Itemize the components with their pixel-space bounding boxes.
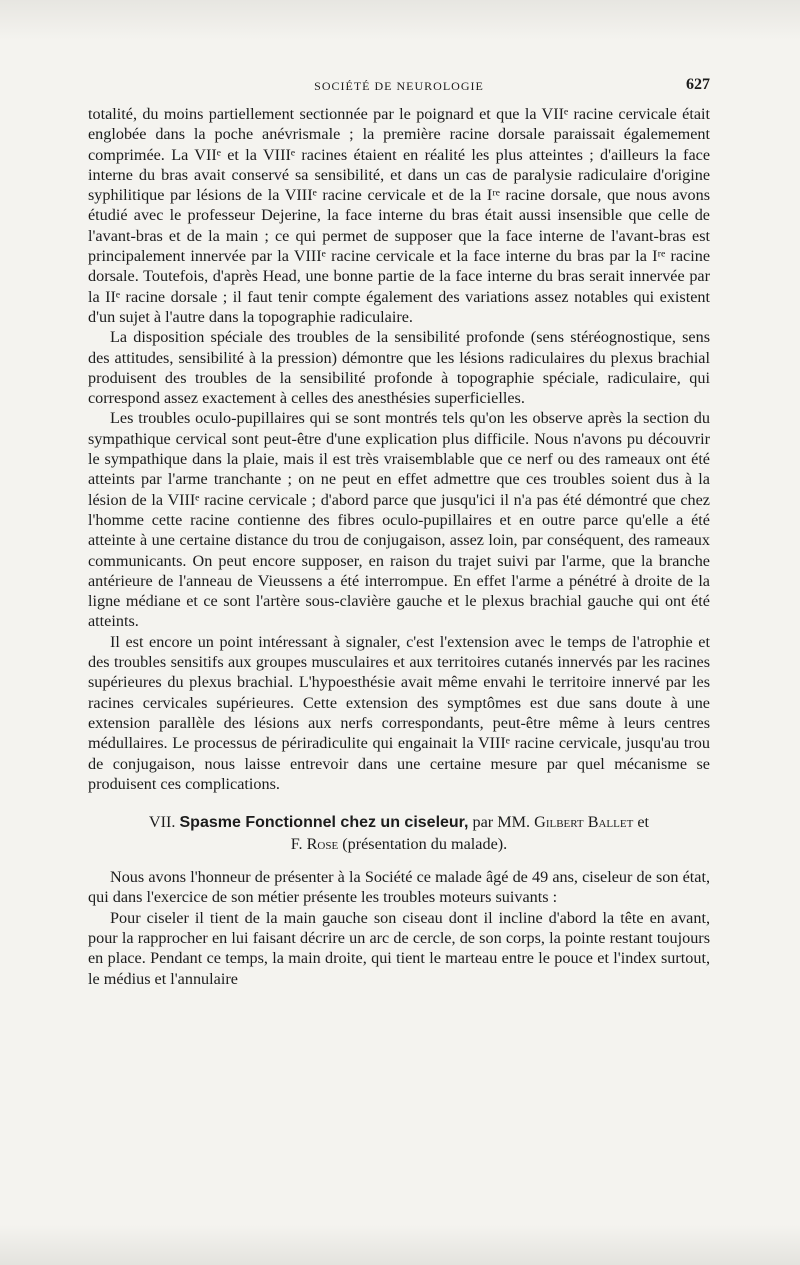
paragraph-1: totalité, du moins partiellement sectionnée par le poignard et que la VIIᵉ racine cervicale était englobée dans la poche anévrismale ; la première racine dorsale paraissait égalemement comprimée. La VIIᵉ et la VIIIᵉ racines étaient en réalité les plus atteintes ; d'ailleurs la face interne du bras avait conservé sa sensibilité, et dans un cas de paralysie radiculaire d'origine syphilitique par lésions de la VIIIᵉ racine cervicale et de la Iʳᵉ racine dorsale, que nous avons étudié avec le professeur Dejerine, la face interne du bras était aussi insensible que celle de l'avant-bras et de la main ; ce qui permet de supposer que la face interne de l'avant-bras est principalement innervée par la VIIIᵉ racine cervicale et la face interne du bras par la Iʳᵉ racine dorsale. Toutefois, d'après Head, une bonne partie de la face interne du bras serait innervée par la IIᵉ racine dorsale ; il faut tenir compte également des variations assez notables qui existent d'un sujet à l'autre dans la topographie radiculaire. xyxy=(88,105,710,326)
section-title: Spasme Fonctionnel chez un ciseleur, xyxy=(179,814,469,832)
paragraph-3: Les troubles oculo-pupillaires qui se sont montrés tels qu'on les observe après la section du sympathique cervical sont peut-être d'une explication plus difficile. Nous n'avons pu découvrir le sympathique dans la plaie, mais il est très vraisemblable que ce nerf ou des rameaux ont été atteints par l'arme tranchante ; on ne peut en effet admettre que ces troubles soient dus à la lésion de la VIIIᵉ racine cervicale ; d'abord parce que jusqu'ici il n'a pas été démontré que chez l'homme cette racine contienne des fibres oculo-pupillaires et en outre parce qu'elle a été atteinte à une certaine distance du trou de conjugaison, assez loin, par conséquent, des rameaux communicants. On peut encore supposer, en raison du trajet suivi par l'arme, que la branche antérieure de l'anneau de Vieussens a été interrompue. En effet l'arme a pénétré à droite de la ligne médiane et ce sont l'artère sous-clavière gauche et le plexus brachial gauche qui ont été atteints. xyxy=(88,409,710,631)
author-1: Gilbert Ballet xyxy=(534,813,634,832)
page-header xyxy=(88,76,710,96)
paragraph-5: Nous avons l'honneur de présenter à la Société ce malade âgé de 49 ans, ciseleur de son état, qui dans l'exercice de son métier présente les troubles moteurs suivants : xyxy=(88,868,710,907)
section-note: (présentation du malade). xyxy=(342,834,508,853)
author-2: Rose xyxy=(306,834,339,853)
paragraph-4: Il est encore un point intéressant à signaler, c'est l'extension avec le temps de l'atrophie et des troubles sensitifs aux groupes musculaires et aux territoires cutanés innervés par les racines supérieures du plexus brachial. L'hypoesthésie avait même envahi le territoire innervé par les racines cervicales supérieures. Cette extension des symptômes est due sans doute à une extension parallèle des lésions aux nerfs correspondants, peut-être même à leurs centres médullaires. Le processus de périradiculite qui engainait la VIIIᵉ racine cervicale, jusqu'au trou de conjugaison, nous laisse entrevoir dans une certaine mesure par quel mécanisme se produisent ces complications. xyxy=(88,632,710,793)
section-heading xyxy=(88,812,710,854)
section-and: et xyxy=(637,813,650,832)
section-numeral: VII. xyxy=(148,813,176,832)
paragraph-6: Pour ciseler il tient de la main gauche son ciseau dont il incline d'abord la tête en avant, pour la rapprocher en lui faisant décrire un arc de cercle, de son corps, la pointe restant toujours en place. Pendant ce temps, la main droite, qui tient le marteau entre le pouce et l'index surtout, le médius et l'annulaire xyxy=(88,908,710,988)
author-2-initial: F. xyxy=(290,834,303,853)
section-by: par MM. xyxy=(472,813,531,832)
running-head: SOCIÉTÉ DE NEUROLOGIE xyxy=(314,79,484,93)
paragraph-2: La disposition spéciale des troubles de la sensibilité profonde (sens stéréognostique, sens des attitudes, sensibilité à la pression) démontre que les lésions radiculaires du plexus brachial produisent des troubles de la sensibilité profonde à topographie spéciale, radiculaire, qui correspond assez exactement à celles des anesthésies superficielles. xyxy=(88,328,710,408)
article-body xyxy=(88,104,710,989)
page-number: 627 xyxy=(686,76,710,93)
